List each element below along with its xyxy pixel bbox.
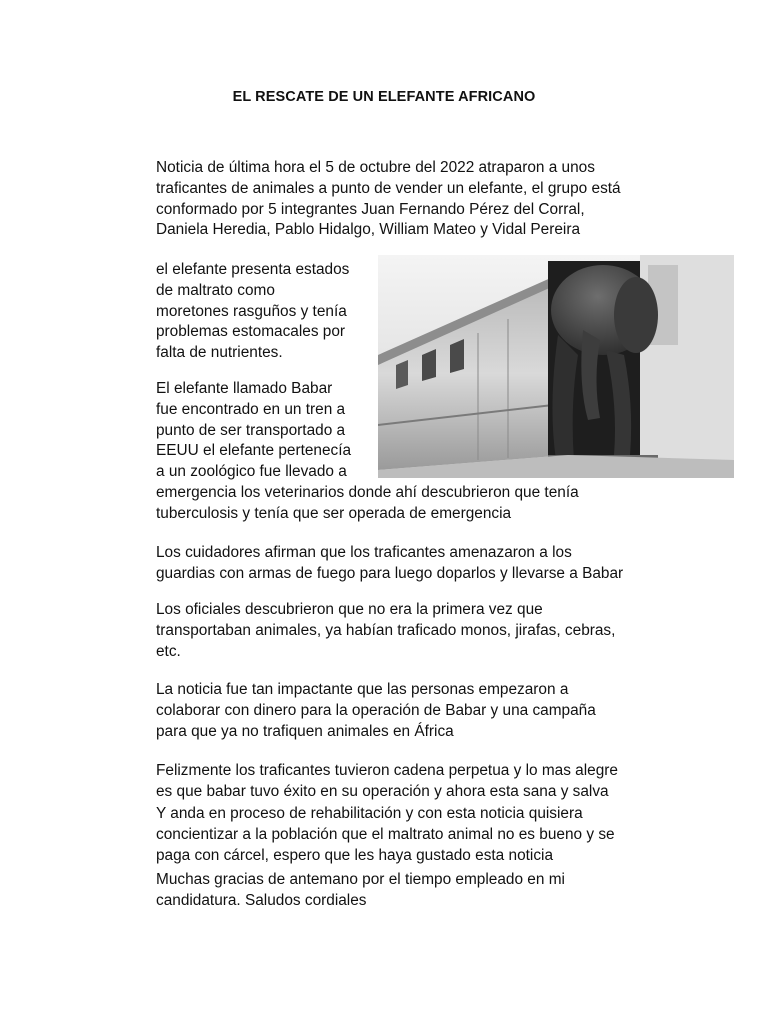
text-line: El elefante llamado Babar	[156, 380, 333, 397]
paragraph-closing	[156, 870, 676, 912]
text-line: traficantes de animales a punto de vender un elefante, el grupo está	[156, 179, 621, 197]
text-line: Los oficiales descubrieron que no era la primera vez que	[156, 601, 543, 618]
text-line: es que babar tuvo éxito en su operación y ahora esta sana y salva	[156, 782, 609, 800]
paragraph-condition	[156, 260, 371, 364]
text-line: Los cuidadores afirman que los traficantes amenazaron a los	[156, 544, 572, 561]
text-line: tuberculosis y tenía que ser operada de emergencia	[156, 504, 512, 522]
text-line: candidatura. Saludos cordiales	[156, 891, 367, 909]
paragraph-awareness	[156, 804, 676, 866]
paragraph-intro	[156, 158, 676, 241]
paragraph-officers	[156, 600, 676, 662]
text-line: el elefante presenta estados	[156, 261, 350, 278]
text-line: La noticia fue tan impactante que las personas empezaron a	[156, 681, 569, 698]
text-line: paga con cárcel, espero que les haya gustado esta noticia	[156, 846, 554, 864]
text-line: guardias con armas de fuego para luego doparlos y llevarse a Babar	[156, 564, 624, 582]
text-line: falta de nutrientes.	[156, 344, 283, 362]
text-line: EEUU el elefante pertenecía	[156, 442, 352, 460]
elephant-train-photo	[378, 255, 734, 478]
text-line: Daniela Heredia, Pablo Hidalgo, William Mateo y Vidal Pereira	[156, 221, 581, 239]
text-line: conformado por 5 integrantes Juan Fernando Pérez del Corral,	[156, 200, 585, 218]
text-line: problemas estomacales por	[156, 323, 346, 341]
text-line: transportaban animales, ya habían traficado monos, jirafas, cebras,	[156, 621, 616, 639]
text-line: de maltrato como	[156, 281, 275, 299]
paragraph-campaign	[156, 680, 676, 742]
text-line: punto de ser transportado a	[156, 421, 346, 439]
paragraph-outcome	[156, 761, 676, 803]
text-line: Muchas gracias de antemano por el tiempo empleado en mi	[156, 871, 565, 888]
document-title: EL RESCATE DE UN ELEFANTE AFRICANO	[232, 89, 536, 105]
paragraph-caretakers	[156, 543, 676, 585]
text-line: moretones rasguños y tenía	[156, 302, 347, 320]
text-line: etc.	[156, 642, 181, 660]
text-line: concientizar a la población que el maltrato animal no es bueno y se	[156, 825, 615, 843]
text-line: colaborar con dinero para la operación de Babar y una campaña	[156, 701, 596, 719]
text-line: Felizmente los traficantes tuvieron cadena perpetua y lo mas alegre	[156, 762, 618, 779]
text-line: para que ya no trafiquen animales en África	[156, 722, 454, 740]
text-line: Noticia de última hora el 5 de octubre del 2022 atraparon a unos	[156, 159, 595, 176]
text-line: Y anda en proceso de rehabilitación y con esta noticia quisiera	[156, 805, 583, 822]
text-line: fue encontrado en un tren a	[156, 400, 346, 418]
text-line: a un zoológico fue llevado a	[156, 463, 347, 481]
text-line: emergencia los veterinarios donde ahí descubrieron que tenía	[156, 483, 579, 501]
